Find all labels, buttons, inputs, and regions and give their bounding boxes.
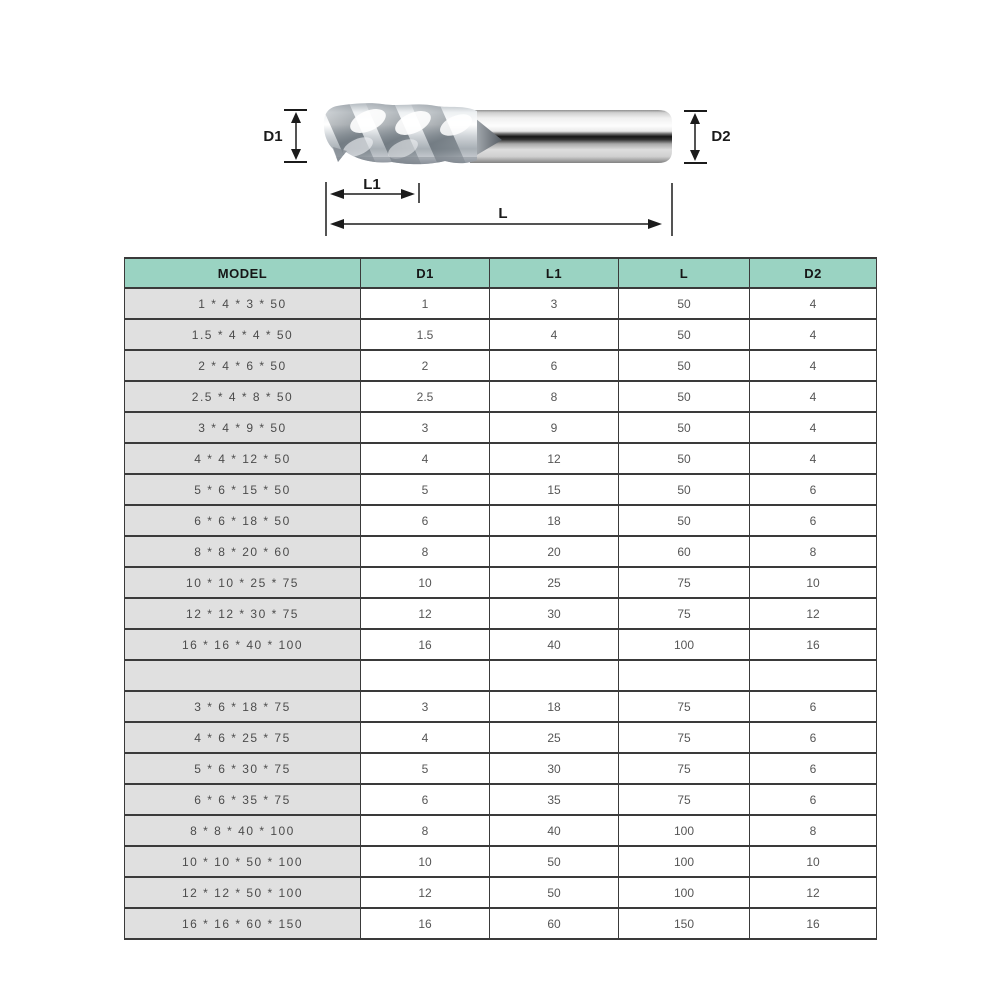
value-cell: 6 — [750, 722, 877, 753]
flute-section — [319, 89, 480, 191]
value-cell: 100 — [619, 629, 750, 660]
value-cell: 4 — [750, 319, 877, 350]
value-cell: 100 — [619, 877, 750, 908]
table-row — [125, 629, 877, 660]
value-cell: 20 — [490, 536, 619, 567]
model-cell: 16 * 16 * 60 * 150 — [125, 908, 361, 939]
value-cell: 50 — [490, 846, 619, 877]
value-cell: 10 — [361, 567, 490, 598]
table-row — [125, 722, 877, 753]
value-cell: 6 — [361, 505, 490, 536]
model-cell: 16 * 16 * 40 * 100 — [125, 629, 361, 660]
value-cell: 16 — [750, 908, 877, 939]
shank-section — [470, 110, 672, 163]
value-cell: 50 — [619, 474, 750, 505]
value-cell: 50 — [490, 877, 619, 908]
value-cell: 4 — [750, 381, 877, 412]
model-cell: 5 * 6 * 30 * 75 — [125, 753, 361, 784]
table-row — [125, 784, 877, 815]
value-cell: 8 — [490, 381, 619, 412]
endmill-diagram — [240, 85, 740, 245]
column-header-d2: D2 — [750, 258, 877, 288]
value-cell — [490, 660, 619, 691]
model-cell: 8 * 8 * 40 * 100 — [125, 815, 361, 846]
table-row — [125, 753, 877, 784]
value-cell: 15 — [490, 474, 619, 505]
model-cell: 8 * 8 * 20 * 60 — [125, 536, 361, 567]
value-cell: 12 — [750, 877, 877, 908]
value-cell: 30 — [490, 753, 619, 784]
value-cell — [619, 660, 750, 691]
value-cell: 5 — [361, 474, 490, 505]
value-cell: 4 — [361, 722, 490, 753]
value-cell: 4 — [750, 443, 877, 474]
table-row — [125, 567, 877, 598]
value-cell: 10 — [750, 846, 877, 877]
value-cell: 12 — [490, 443, 619, 474]
separator-row — [125, 660, 877, 691]
value-cell: 18 — [490, 505, 619, 536]
table-row — [125, 691, 877, 722]
value-cell: 4 — [490, 319, 619, 350]
column-header-l: L — [619, 258, 750, 288]
value-cell: 4 — [750, 288, 877, 319]
value-cell: 75 — [619, 598, 750, 629]
column-header-model: MODEL — [125, 258, 361, 288]
value-cell: 6 — [750, 691, 877, 722]
value-cell: 5 — [361, 753, 490, 784]
model-cell: 5 * 6 * 15 * 50 — [125, 474, 361, 505]
value-cell: 16 — [750, 629, 877, 660]
value-cell: 4 — [750, 412, 877, 443]
model-cell: 6 * 6 * 18 * 50 — [125, 505, 361, 536]
table-row — [125, 443, 877, 474]
model-cell: 4 * 4 * 12 * 50 — [125, 443, 361, 474]
value-cell: 50 — [619, 381, 750, 412]
model-cell: 2.5 * 4 * 8 * 50 — [125, 381, 361, 412]
value-cell: 4 — [361, 443, 490, 474]
value-cell — [750, 660, 877, 691]
model-cell: 10 * 10 * 25 * 75 — [125, 567, 361, 598]
value-cell: 50 — [619, 505, 750, 536]
value-cell: 40 — [490, 815, 619, 846]
value-cell: 10 — [750, 567, 877, 598]
d2-dimension — [684, 111, 731, 163]
model-cell: 12 * 12 * 50 * 100 — [125, 877, 361, 908]
d1-dimension — [263, 110, 307, 162]
model-cell: 12 * 12 * 30 * 75 — [125, 598, 361, 629]
value-cell: 75 — [619, 784, 750, 815]
model-cell: 10 * 10 * 50 * 100 — [125, 846, 361, 877]
value-cell: 12 — [750, 598, 877, 629]
table-row — [125, 412, 877, 443]
table-row — [125, 505, 877, 536]
spec-table — [124, 257, 877, 940]
table-row — [125, 350, 877, 381]
value-cell: 75 — [619, 722, 750, 753]
model-cell: 6 * 6 * 35 * 75 — [125, 784, 361, 815]
value-cell: 35 — [490, 784, 619, 815]
l-dimension — [330, 183, 672, 236]
value-cell: 18 — [490, 691, 619, 722]
value-cell: 100 — [619, 815, 750, 846]
value-cell: 8 — [361, 815, 490, 846]
value-cell: 12 — [361, 598, 490, 629]
value-cell: 60 — [619, 536, 750, 567]
value-cell: 3 — [361, 412, 490, 443]
spec-table-head-row — [125, 258, 877, 288]
table-row — [125, 474, 877, 505]
value-cell: 8 — [750, 536, 877, 567]
value-cell: 75 — [619, 753, 750, 784]
value-cell: 30 — [490, 598, 619, 629]
value-cell: 50 — [619, 288, 750, 319]
model-cell: 4 * 6 * 25 * 75 — [125, 722, 361, 753]
value-cell: 75 — [619, 567, 750, 598]
value-cell: 1 — [361, 288, 490, 319]
value-cell: 6 — [361, 784, 490, 815]
column-header-d1: D1 — [361, 258, 490, 288]
model-cell: 3 * 4 * 9 * 50 — [125, 412, 361, 443]
model-cell: 2 * 4 * 6 * 50 — [125, 350, 361, 381]
value-cell: 25 — [490, 722, 619, 753]
value-cell: 16 — [361, 908, 490, 939]
table-row — [125, 877, 877, 908]
value-cell: 12 — [361, 877, 490, 908]
value-cell: 4 — [750, 350, 877, 381]
value-cell: 6 — [750, 474, 877, 505]
table-row — [125, 381, 877, 412]
model-cell: 1.5 * 4 * 4 * 50 — [125, 319, 361, 350]
table-row — [125, 846, 877, 877]
model-cell: 3 * 6 * 18 * 75 — [125, 691, 361, 722]
column-header-l1: L1 — [490, 258, 619, 288]
model-cell — [125, 660, 361, 691]
l-label: L — [498, 205, 508, 222]
value-cell: 8 — [750, 815, 877, 846]
d1-label: D1 — [263, 128, 283, 145]
value-cell: 9 — [490, 412, 619, 443]
value-cell: 50 — [619, 319, 750, 350]
d2-label: D2 — [711, 128, 731, 145]
value-cell: 100 — [619, 846, 750, 877]
value-cell: 40 — [490, 629, 619, 660]
model-cell: 1 * 4 * 3 * 50 — [125, 288, 361, 319]
value-cell: 6 — [750, 784, 877, 815]
value-cell: 3 — [361, 691, 490, 722]
value-cell: 25 — [490, 567, 619, 598]
table-row — [125, 536, 877, 567]
value-cell: 10 — [361, 846, 490, 877]
value-cell — [361, 660, 490, 691]
value-cell: 50 — [619, 412, 750, 443]
table-row — [125, 908, 877, 939]
value-cell: 1.5 — [361, 319, 490, 350]
value-cell: 2.5 — [361, 381, 490, 412]
spec-table-body — [125, 288, 877, 939]
table-row — [125, 319, 877, 350]
table-row — [125, 598, 877, 629]
value-cell: 2 — [361, 350, 490, 381]
value-cell: 60 — [490, 908, 619, 939]
value-cell: 8 — [361, 536, 490, 567]
table-row — [125, 815, 877, 846]
value-cell: 50 — [619, 443, 750, 474]
value-cell: 6 — [750, 753, 877, 784]
value-cell: 6 — [750, 505, 877, 536]
value-cell: 150 — [619, 908, 750, 939]
table-row — [125, 288, 877, 319]
l1-label: L1 — [363, 176, 381, 193]
value-cell: 50 — [619, 350, 750, 381]
value-cell: 75 — [619, 691, 750, 722]
value-cell: 6 — [490, 350, 619, 381]
value-cell: 16 — [361, 629, 490, 660]
value-cell: 3 — [490, 288, 619, 319]
